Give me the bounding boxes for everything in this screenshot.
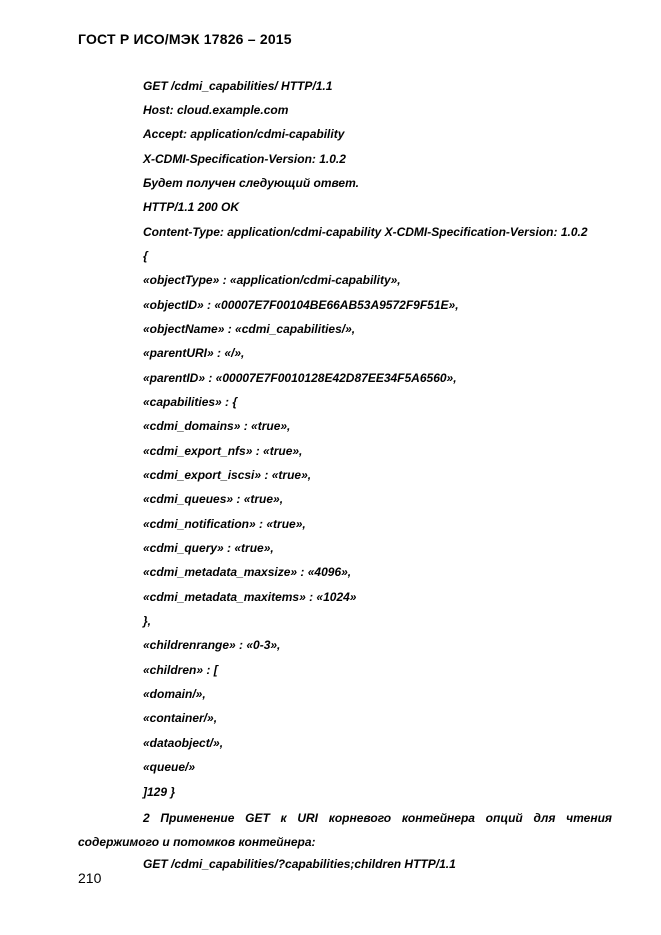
code-line: }, bbox=[143, 614, 152, 628]
body-paragraph: 2 Применение GET к URI корневого контейнера опций для чтения содержимого и потомков контейнера: bbox=[78, 811, 612, 849]
code-line: «parentID» : «00007E7F0010128E42D87EE34F5A6560», bbox=[143, 371, 457, 385]
code-line: «cdmi_export_nfs» : «true», bbox=[143, 444, 303, 458]
code-line: «dataobject/», bbox=[143, 736, 224, 750]
code-line: ]129 } bbox=[143, 785, 176, 799]
code-line: «cdmi_metadata_maxsize» : «4096», bbox=[143, 565, 352, 579]
code-line: «cdmi_query» : «true», bbox=[143, 541, 274, 555]
code-line: { bbox=[143, 249, 148, 263]
code-line: «cdmi_notification» : «true», bbox=[143, 517, 306, 531]
code-line: «capabilities» : { bbox=[143, 395, 238, 409]
code-line: «cdmi_domains» : «true», bbox=[143, 419, 291, 433]
code-line-final: GET /cdmi_capabilities/?capabilities;children HTTP/1.1 bbox=[143, 857, 456, 871]
code-line: Content-Type: application/cdmi-capability X-CDMI-Specification-Version: 1.0.2 bbox=[143, 225, 588, 239]
code-line: Будет получен следующий ответ. bbox=[143, 176, 359, 190]
document-header: ГОСТ Р ИСО/МЭК 17826 – 2015 bbox=[78, 31, 292, 47]
code-line: «cdmi_metadata_maxitems» : «1024» bbox=[143, 590, 357, 604]
code-line: «objectID» : «00007E7F00104BE66AB53A9572F9F51E», bbox=[143, 298, 459, 312]
code-line: «container/», bbox=[143, 711, 218, 725]
code-line: «domain/», bbox=[143, 687, 206, 701]
code-line: «queue/» bbox=[143, 760, 196, 774]
code-line: HTTP/1.1 200 OK bbox=[143, 200, 240, 214]
code-line: «children» : [ bbox=[143, 663, 218, 677]
code-line: «childrenrange» : «0-3», bbox=[143, 638, 281, 652]
code-line: X-CDMI-Specification-Version: 1.0.2 bbox=[143, 152, 346, 166]
code-line: Accept: application/cdmi-capability bbox=[143, 127, 345, 141]
code-line: Host: cloud.example.com bbox=[143, 103, 289, 117]
code-line: «cdmi_queues» : «true», bbox=[143, 492, 284, 506]
code-line: «parentURI» : «/», bbox=[143, 346, 245, 360]
code-line: «objectName» : «cdmi_capabilities/», bbox=[143, 322, 356, 336]
code-line: «cdmi_export_iscsi» : «true», bbox=[143, 468, 312, 482]
code-line: GET /cdmi_capabilities/ HTTP/1.1 bbox=[143, 79, 333, 93]
page-number: 210 bbox=[78, 870, 102, 886]
code-line: «objectType» : «application/cdmi-capability», bbox=[143, 273, 401, 287]
